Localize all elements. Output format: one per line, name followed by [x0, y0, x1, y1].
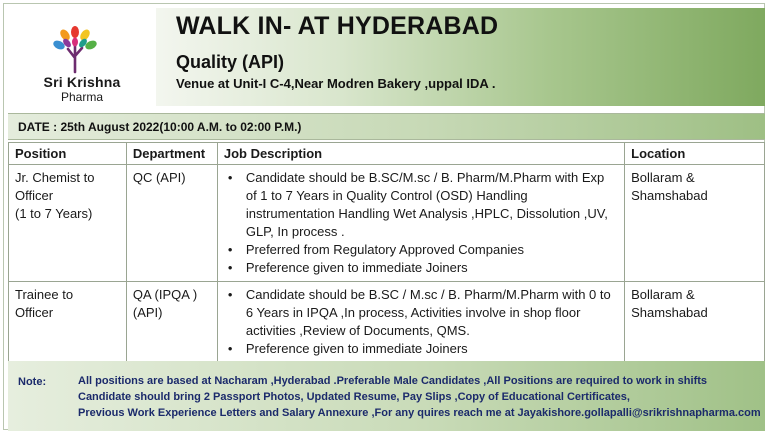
location-cell	[625, 165, 765, 282]
page-title: WALK IN- AT HYDERABAD	[176, 12, 499, 40]
table-header-row	[9, 143, 765, 165]
column-header-department: Department	[126, 143, 217, 165]
position-cell	[9, 165, 127, 282]
venue-text: Venue at Unit-I C-4,Near Modren Bakery ,uppal IDA .	[176, 76, 496, 91]
description-item: • Candidate should be B.SC / M.sc / B. Pharm/M.Pharm with 0 to 6 Years in IPQA ,In process, Activities involve in shop floor activities ,Review of Documents, QMS.	[224, 286, 618, 340]
description-cell	[217, 165, 624, 282]
page-subtitle: Quality (API)	[176, 52, 285, 72]
description-item: • Preference given to immediate Joiners	[224, 340, 618, 358]
position-line: (1 to 7 Years)	[15, 206, 93, 221]
description-item: • Preferred from Regulatory Approved Companies	[224, 241, 618, 259]
brand-sub: Pharma	[60, 90, 104, 104]
location-line: Bollaram &	[631, 170, 695, 185]
position-cell	[9, 282, 127, 363]
description-cell	[217, 282, 624, 363]
department-line: (API)	[132, 305, 163, 320]
brand-name: Sri Krishna	[43, 74, 121, 90]
column-header-position: Position	[9, 143, 127, 165]
position-line: Officer	[15, 305, 54, 320]
tree-logo-icon	[50, 22, 100, 74]
department-line: QC (API)	[132, 170, 186, 185]
column-header-job-description: Job Description	[217, 143, 624, 165]
flyer	[3, 3, 765, 430]
position-line: Officer	[15, 188, 54, 203]
description-list	[224, 169, 618, 277]
position-line: Jr. Chemist to	[15, 170, 95, 185]
description-list	[224, 286, 618, 358]
note-label: Note:	[18, 376, 47, 388]
description-item: • Candidate should be B.SC/M.sc / B. Pharm/M.Pharm with Exp of 1 to 7 Years in Quality Control (OSD) Handling instrumentation Handling Wet Analysis ,HPLC, Dissolution ,UV, GLP, In process .	[224, 169, 618, 241]
description-item: • Preference given to immediate Joiners	[224, 259, 618, 277]
job-table	[8, 142, 765, 363]
table-row	[9, 165, 765, 282]
table-row	[9, 282, 765, 363]
department-cell	[126, 282, 217, 363]
location-line: Shamshabad	[631, 305, 708, 320]
date-text: DATE : 25th August 2022(10:00 A.M. to 02:00 P.M.)	[18, 120, 302, 134]
note-line: All positions are based at Nacharam ,Hyderabad .Preferable Male Candidates ,All Positions are required to work in shifts	[78, 375, 708, 387]
position-line: Trainee to	[15, 287, 74, 302]
header-banner	[156, 8, 765, 106]
department-line: QA (IPQA )	[132, 287, 198, 302]
note-line: Previous Work Experience Letters and Salary Annexure ,For any quires reach me at Jayakishore.gollapalli@srikrishnapharma.com	[78, 407, 761, 419]
company-logo	[8, 8, 156, 106]
location-line: Shamshabad	[631, 188, 708, 203]
department-cell	[126, 165, 217, 282]
note-section	[8, 361, 765, 431]
note-line: Candidate should bring 2 Passport Photos, Updated Resume, Pay Slips ,Copy of Educational Certificates,	[78, 391, 630, 403]
location-line: Bollaram &	[631, 287, 695, 302]
date-bar	[8, 113, 765, 140]
location-cell	[625, 282, 765, 363]
column-header-location: Location	[625, 143, 765, 165]
